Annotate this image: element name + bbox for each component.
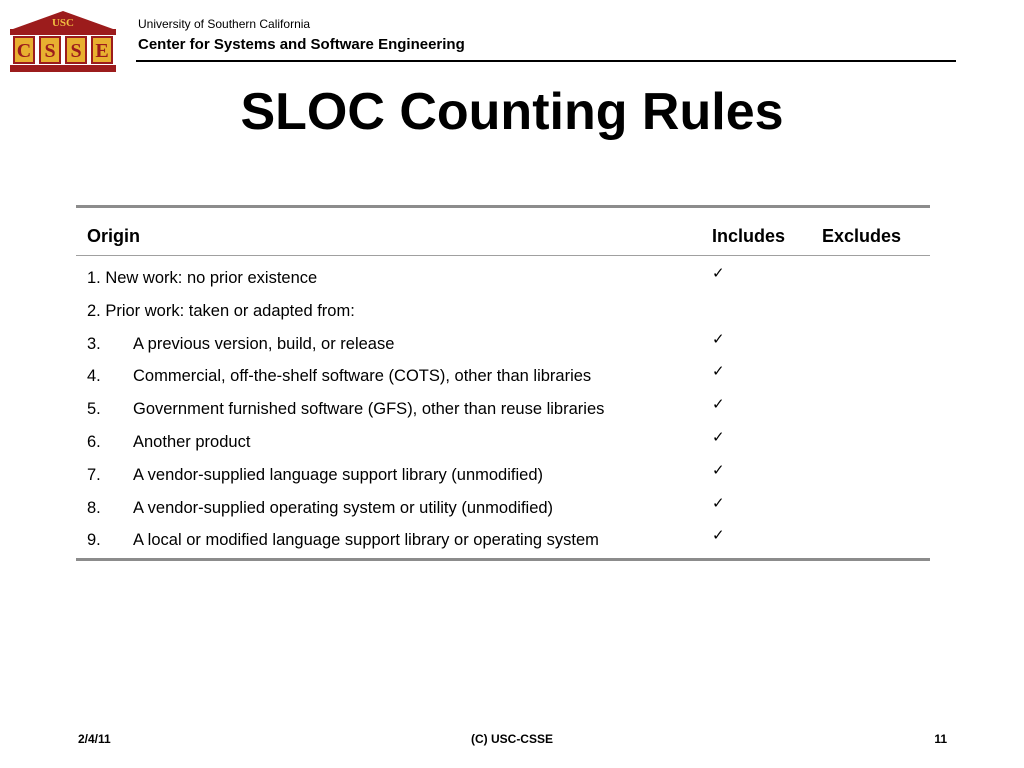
- table-bottom-rule: [76, 558, 930, 561]
- table-row: [76, 326, 930, 359]
- svg-text:C: C: [16, 40, 32, 62]
- svg-text:E: E: [95, 40, 109, 62]
- table-row: [76, 424, 930, 457]
- table-row: [76, 260, 930, 293]
- usc-csse-logo: [8, 10, 118, 74]
- includes-check-icon: ✓: [712, 493, 725, 512]
- header-excludes: Excludes: [822, 226, 902, 246]
- header-includes: Includes: [712, 226, 786, 246]
- table-row: [76, 490, 930, 523]
- row-number: 8.: [87, 498, 101, 517]
- header-origin: Origin: [87, 226, 140, 246]
- center-name: Center for Systems and Software Engineering: [138, 36, 465, 53]
- row-text: A local or modified language support library or operating system: [133, 531, 599, 550]
- slide-title: SLOC Counting Rules: [240, 83, 784, 141]
- row-text: 2. Prior work: taken or adapted from:: [87, 301, 355, 320]
- row-origin: [87, 335, 394, 354]
- table-row: [76, 358, 930, 391]
- row-number: 6.: [87, 432, 101, 451]
- includes-check-icon: ✓: [712, 362, 725, 381]
- row-number: 7.: [87, 465, 101, 484]
- header-divider: [136, 60, 956, 62]
- svg-text:S: S: [44, 40, 56, 62]
- row-origin: [87, 269, 317, 288]
- row-text: A vendor-supplied language support library (unmodified): [133, 465, 543, 484]
- row-number: 9.: [87, 531, 101, 550]
- includes-check-icon: ✓: [712, 427, 725, 446]
- table-row: [76, 293, 930, 326]
- footer-copyright: (C) USC-CSSE: [470, 732, 553, 746]
- includes-check-icon: ✓: [712, 329, 725, 348]
- table-body: [76, 256, 930, 558]
- row-origin: [87, 400, 604, 419]
- row-origin: [87, 531, 599, 550]
- includes-check-icon: ✓: [712, 460, 725, 479]
- includes-check-icon: ✓: [712, 526, 725, 545]
- svg-text:USC: USC: [51, 17, 75, 29]
- includes-check-icon: ✓: [712, 395, 725, 414]
- row-text: A previous version, build, or release: [133, 334, 395, 353]
- footer-page-number: 11: [934, 732, 947, 746]
- row-number: 3.: [87, 334, 101, 353]
- sloc-table: [76, 205, 930, 561]
- footer-date: 2/4/11: [78, 732, 111, 746]
- row-origin: [87, 466, 543, 485]
- row-text: Government furnished software (GFS), other than reuse libraries: [133, 400, 605, 419]
- table-row: [76, 522, 930, 555]
- row-number: 5.: [87, 400, 101, 419]
- table-header: [76, 208, 930, 255]
- row-origin: [87, 367, 591, 386]
- row-origin: [87, 302, 355, 321]
- university-name: University of Southern California: [138, 17, 311, 31]
- row-number: 4.: [87, 367, 101, 386]
- includes-check-icon: ✓: [712, 264, 725, 282]
- table-row: [76, 391, 930, 424]
- row-text: Commercial, off-the-shelf software (COTS), other than libraries: [133, 367, 592, 386]
- row-origin: [87, 433, 250, 452]
- svg-text:S: S: [70, 40, 82, 62]
- row-text: Another product: [133, 432, 251, 451]
- row-text: 1. New work: no prior existence: [87, 269, 318, 287]
- table-row: [76, 457, 930, 490]
- row-origin: [87, 499, 553, 518]
- row-text: A vendor-supplied operating system or utility (unmodified): [133, 498, 554, 517]
